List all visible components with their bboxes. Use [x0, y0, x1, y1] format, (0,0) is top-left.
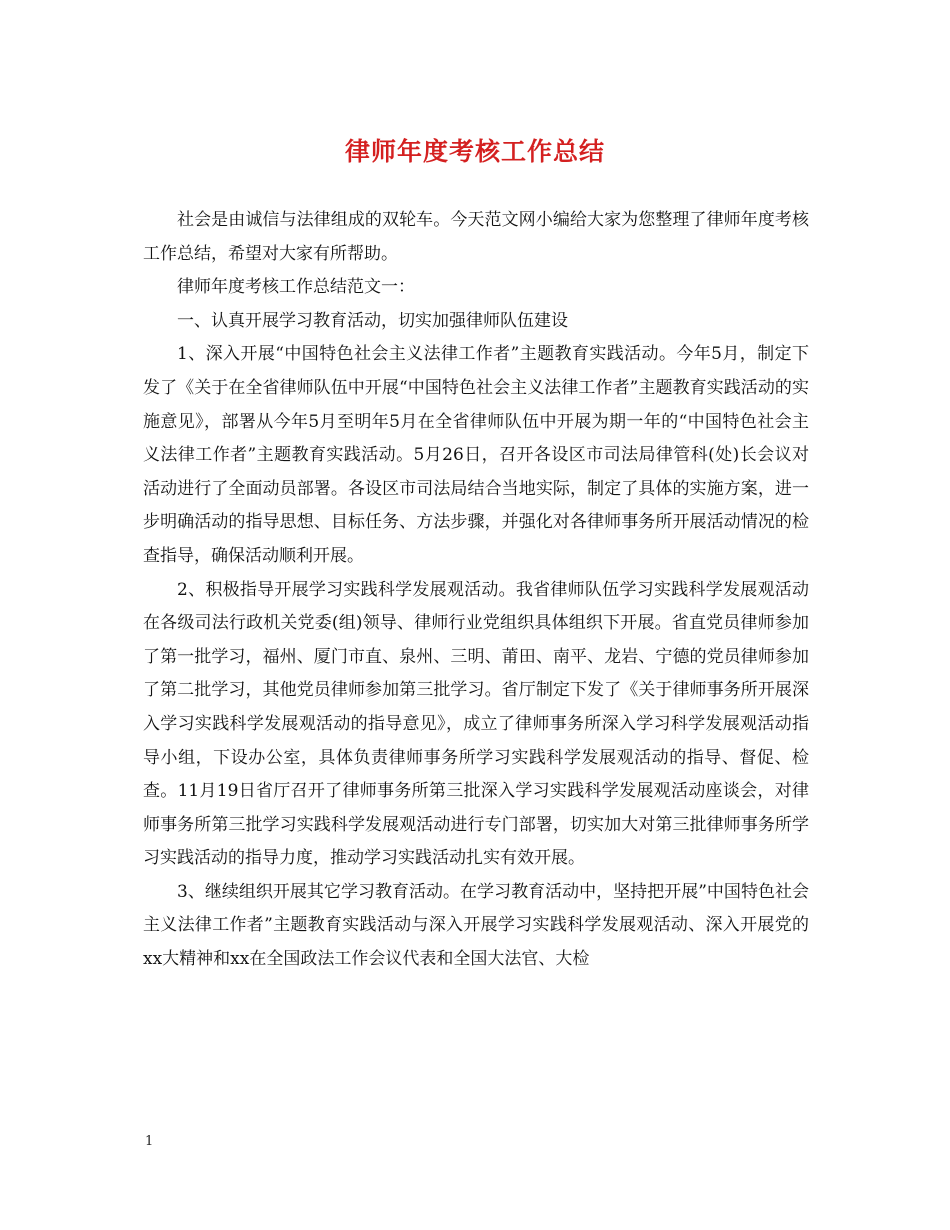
paragraph-item-3: 3、继续组织开展其它学习教育活动。在学习教育活动中，坚持把开展”中国特色社会主义法律工作者”主题教育实践活动与深入开展学习实践科学发展观活动、深入开展党的xx大精神和xx在全国政法工作会议代表和全国大法官、大检 [143, 881, 809, 970]
section-heading-1: 一、认真开展学习教育活动，切实加强律师队伍建设 [177, 310, 568, 331]
paragraph-item-2: 2、积极指导开展学习实践科学发展观活动。我省律师队伍学习实践科学发展观活动在各级司法行政机关党委(组)领导、律师行业党组织具体组织下开展。省直党员律师参加了第一批学习，福州、厦门市直、泉州、三明、莆田、南平、龙岩、宁德的党员律师参加了第二批学习，其他党员律师参加第三批学习。省厅制定下发了《关于律师事务所开展深入学习实践科学发展观活动的指导意见》，成立了律师事务所深入学习科学发展观活动指导小组，下设办公室，具体负责律师事务所学习实践科学发展观活动的指导、督促、检查。11月19日省厅召开了律师事务所第三批深入学习实践科学发展观活动座谈会，对律师事务所第三批学习实践科学发展观活动进行专门部署，切实加大对第三批律师事务所学习实践活动的指导力度，推动学习实践活动扎实有效开展。 [143, 579, 809, 869]
page-number: 1 [145, 1134, 154, 1149]
paragraph-intro: 社会是由诚信与法律组成的双轮车。今天范文网小编给大家为您整理了律师年度考核工作总结，希望对大家有所帮助。 [143, 210, 809, 264]
paragraph-sample-heading: 律师年度考核工作总结范文一： [177, 277, 415, 298]
paragraph-item-1: 1、深入开展“中国特色社会主义法律工作者”主题教育实践活动。今年5月，制定下发了《关于在全省律师队伍中开展“中国特色社会主义法律工作者”主题教育实践活动的实施意见》，部署从今年5月至明年5月在全省律师队伍中开展为期一年的“中国特色社会主义法律工作者”主题教育实践活动。5月26日，召开各设区市司法局律管科(处)长会议对活动进行了全面动员部署。各设区市司法局结合当地实际，制定了具体的实施方案，进一步明确活动的指导思想、目标任务、方法步骤，并强化对各律师事务所开展活动情况的检查指导，确保活动顺利开展。 [143, 344, 809, 566]
document-title: 律师年度考核工作总结 [344, 137, 605, 166]
document-body [143, 204, 809, 977]
